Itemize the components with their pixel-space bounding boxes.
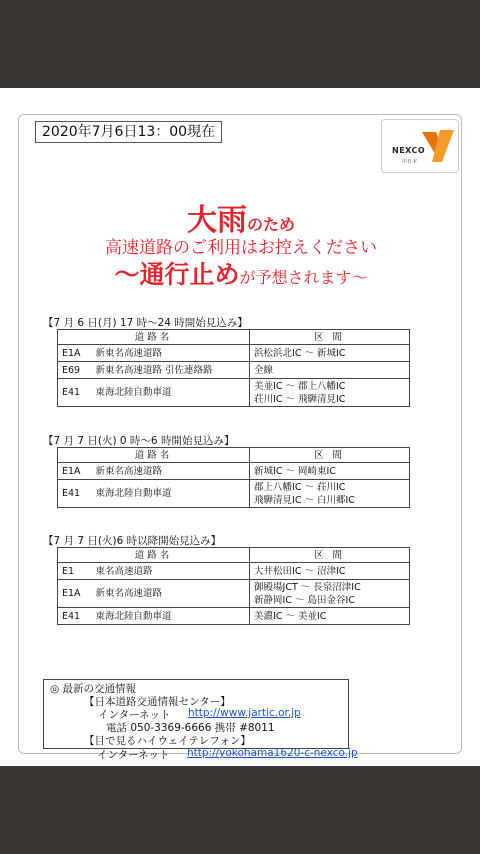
closure-table bbox=[57, 447, 410, 508]
jartic-phone: 電話 050-3369-6666 携帯 #8011 bbox=[106, 722, 275, 734]
section-line: 荘川IC ～ 飛騨清見IC bbox=[254, 393, 346, 405]
headline-closure-small: が予想されます～ bbox=[239, 268, 368, 287]
closure-section bbox=[250, 379, 410, 407]
section-title: 【7 月 7 日(火) 0 時～6 時開始見込み】 bbox=[43, 435, 235, 447]
road-name: 東海北陸自動車道 bbox=[92, 608, 250, 625]
headline-heavy-rain-big: 大雨 bbox=[186, 203, 247, 238]
route-code: E1A bbox=[58, 463, 92, 480]
table-row bbox=[58, 563, 410, 580]
section-line: 美並IC ～ 郡上八幡IC bbox=[254, 380, 346, 392]
nexco-logo bbox=[381, 119, 459, 173]
section-line: 飛騨清見IC ～ 白川郷IC bbox=[254, 494, 355, 506]
info-heading: ◎ 最新の交通情報 bbox=[50, 683, 136, 695]
headline-refrain: 高速道路のご利用はお控えください bbox=[105, 238, 377, 258]
table-row bbox=[58, 480, 410, 508]
traffic-info-box bbox=[43, 679, 349, 749]
road-header: 道路名 bbox=[58, 448, 250, 463]
road-name: 新東名高速道路 bbox=[92, 580, 250, 608]
road-name: 東海北陸自動車道 bbox=[92, 379, 250, 407]
closure-section bbox=[250, 463, 410, 480]
road-header: 道路名 bbox=[58, 548, 250, 563]
route-code: E41 bbox=[58, 480, 92, 508]
logo-text: NEXCO bbox=[392, 146, 426, 155]
closure-section bbox=[250, 362, 410, 379]
headline-closure-big: ～通行止め bbox=[114, 260, 240, 289]
route-code: E1A bbox=[58, 345, 92, 362]
road-name: 新東名高速道路 引佐連絡路 bbox=[92, 362, 250, 379]
section-header: 区 間 bbox=[250, 448, 410, 463]
table-header-row bbox=[58, 330, 410, 345]
headline-heavy-rain-small: のため bbox=[246, 215, 295, 234]
closure-table bbox=[57, 329, 410, 407]
closure-section bbox=[250, 480, 410, 508]
section-line: 全線 bbox=[254, 364, 274, 376]
section-header: 区 間 bbox=[250, 548, 410, 563]
section-line: 浜松浜北IC ～ 新城IC bbox=[254, 347, 346, 359]
route-code: E1 bbox=[58, 563, 92, 580]
table-row bbox=[58, 463, 410, 480]
road-name: 東名高速道路 bbox=[92, 563, 250, 580]
closure-section bbox=[250, 345, 410, 362]
closure-section bbox=[250, 608, 410, 625]
table-header-row bbox=[58, 548, 410, 563]
road-name: 新東名高速道路 bbox=[92, 463, 250, 480]
section-line: 新静岡IC ～ 島田金谷IC bbox=[254, 594, 355, 606]
table-header-row bbox=[58, 448, 410, 463]
jartic-link[interactable]: http://www.jartic.or.jp bbox=[188, 707, 301, 719]
route-code: E1A bbox=[58, 580, 92, 608]
section-title: 【7 月 7 日(火)6 時以降開始見込み】 bbox=[43, 535, 222, 547]
table-row bbox=[58, 580, 410, 608]
notice-image bbox=[0, 88, 480, 766]
section-line: 郡上八幡IC ～ 荘川IC bbox=[254, 481, 346, 493]
section-line: 美濃IC ～ 美並IC bbox=[254, 610, 327, 622]
notice-card bbox=[18, 114, 462, 761]
road-name: 新東名高速道路 bbox=[92, 345, 250, 362]
highway-link[interactable]: http://yokohama1620-c-nexco.jp bbox=[187, 747, 358, 759]
table-row bbox=[58, 608, 410, 625]
road-name: 東海北陸自動車道 bbox=[92, 480, 250, 508]
route-code: E41 bbox=[58, 379, 92, 407]
highway-phone-title: 【目で見るハイウェイテレフォン】 bbox=[84, 735, 251, 747]
closure-table bbox=[57, 547, 410, 625]
jartic-internet-label: インターネット bbox=[98, 709, 171, 721]
route-code: E69 bbox=[58, 362, 92, 379]
route-code: E41 bbox=[58, 608, 92, 625]
highway-internet-label: インターネット bbox=[97, 749, 170, 761]
section-title: 【7 月 6 日(月) 17 時～24 時開始見込み】 bbox=[43, 317, 248, 329]
table-row bbox=[58, 345, 410, 362]
timestamp: 2020年7月6日13：00現在 bbox=[35, 121, 222, 143]
section-line: 御殿場JCT ～ 長泉沼津IC bbox=[254, 581, 361, 593]
headline-closure bbox=[19, 255, 463, 291]
logo-subtext: 中日本 bbox=[402, 159, 418, 165]
road-header: 道路名 bbox=[58, 330, 250, 345]
nexco-mark-icon bbox=[422, 128, 454, 164]
section-line: 新城IC ～ 岡崎東IC bbox=[254, 465, 336, 477]
jartic-title: 【日本道路交通情報センター】 bbox=[84, 696, 231, 708]
table-row bbox=[58, 379, 410, 407]
closure-section bbox=[250, 563, 410, 580]
table-row bbox=[58, 362, 410, 379]
section-header: 区 間 bbox=[250, 330, 410, 345]
section-line: 大井松田IC ～ 沼津IC bbox=[254, 565, 346, 577]
closure-section bbox=[250, 580, 410, 608]
